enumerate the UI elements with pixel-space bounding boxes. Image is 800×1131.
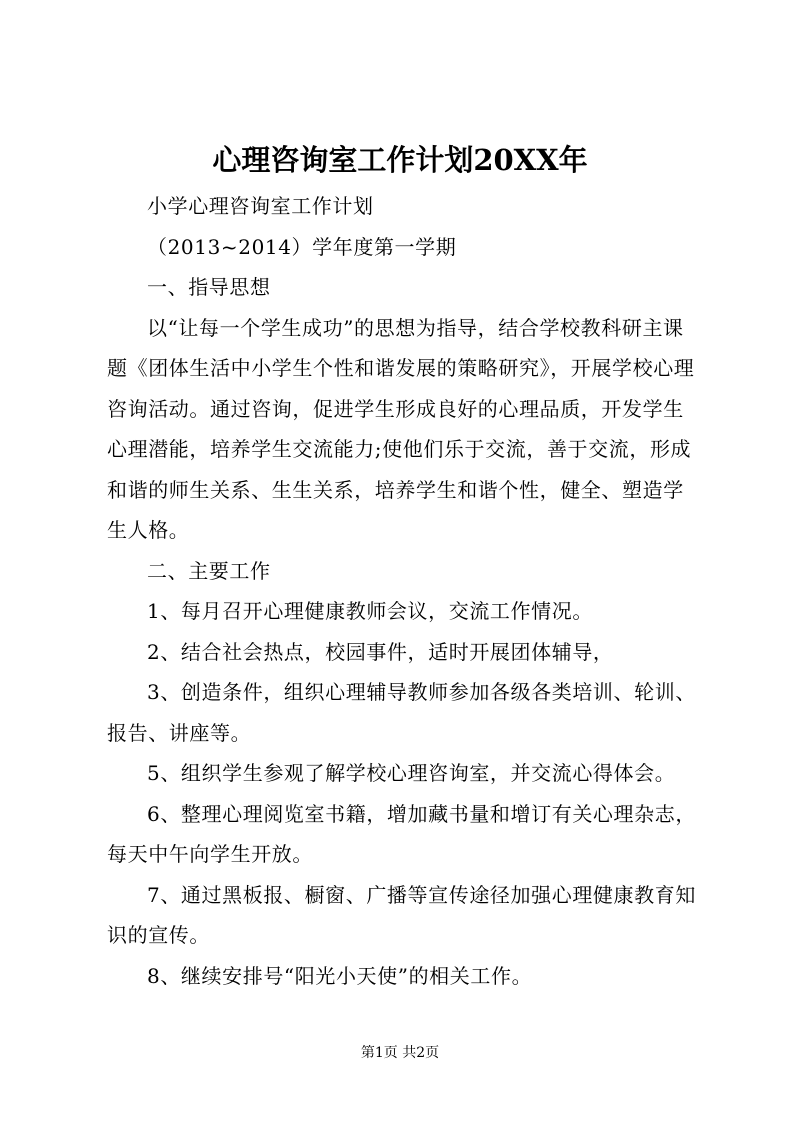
work-item-5: 5、组织学生参观了解学校心理咨询室，并交流心得体会。 [147, 761, 676, 785]
term-paragraph: （2013~2014）学年度第一学期 [147, 234, 457, 259]
guiding-thought-paragraph: 以“让每一个学生成功”的思想为指导，结合学校教科研主课题《团体生活中小学生个性和谐发展的策略研究》，开展学校心理咨询活动。通过咨询，促进学生形成良好的心理品质，开发学生心理潜能，培养学生交流能力;使他们乐于交流，善于交流，形成和谐的师生关系、生生关系，培养学生和谐个性，健全、塑造学生人格。 [107, 315, 695, 542]
work-item-2: 2、结合社会热点，校园事件，适时开展团体辅导， [147, 639, 614, 664]
document-body [107, 186, 703, 996]
page-footer: 第1页 共2页 [360, 1045, 440, 1061]
work-item-1: 1、每月召开心理健康教师会议，交流工作情况。 [147, 599, 593, 623]
work-item-7: 7、通过黑板报、橱窗、广播等宣传途径加强心理健康教育知识的宣传。 [107, 882, 696, 947]
subtitle-paragraph: 小学心理咨询室工作计划 [147, 194, 374, 218]
work-item-6: 6、整理心理阅览室书籍，增加藏书量和增订有关心理杂志，每天中午向学生开放。 [107, 801, 696, 866]
section-heading-guiding-thought: 一、指导思想 [147, 275, 271, 299]
section-heading-main-work: 二、主要工作 [147, 558, 271, 583]
work-item-8: 8、继续安排号“阳光小天使”的相关工作。 [147, 963, 533, 988]
work-item-3: 3、创造条件，组织心理辅导教师参加各级各类培训、轮训、报告、讲座等。 [107, 680, 696, 745]
document-title: 心理咨询室工作计划20XX年 [212, 143, 588, 177]
